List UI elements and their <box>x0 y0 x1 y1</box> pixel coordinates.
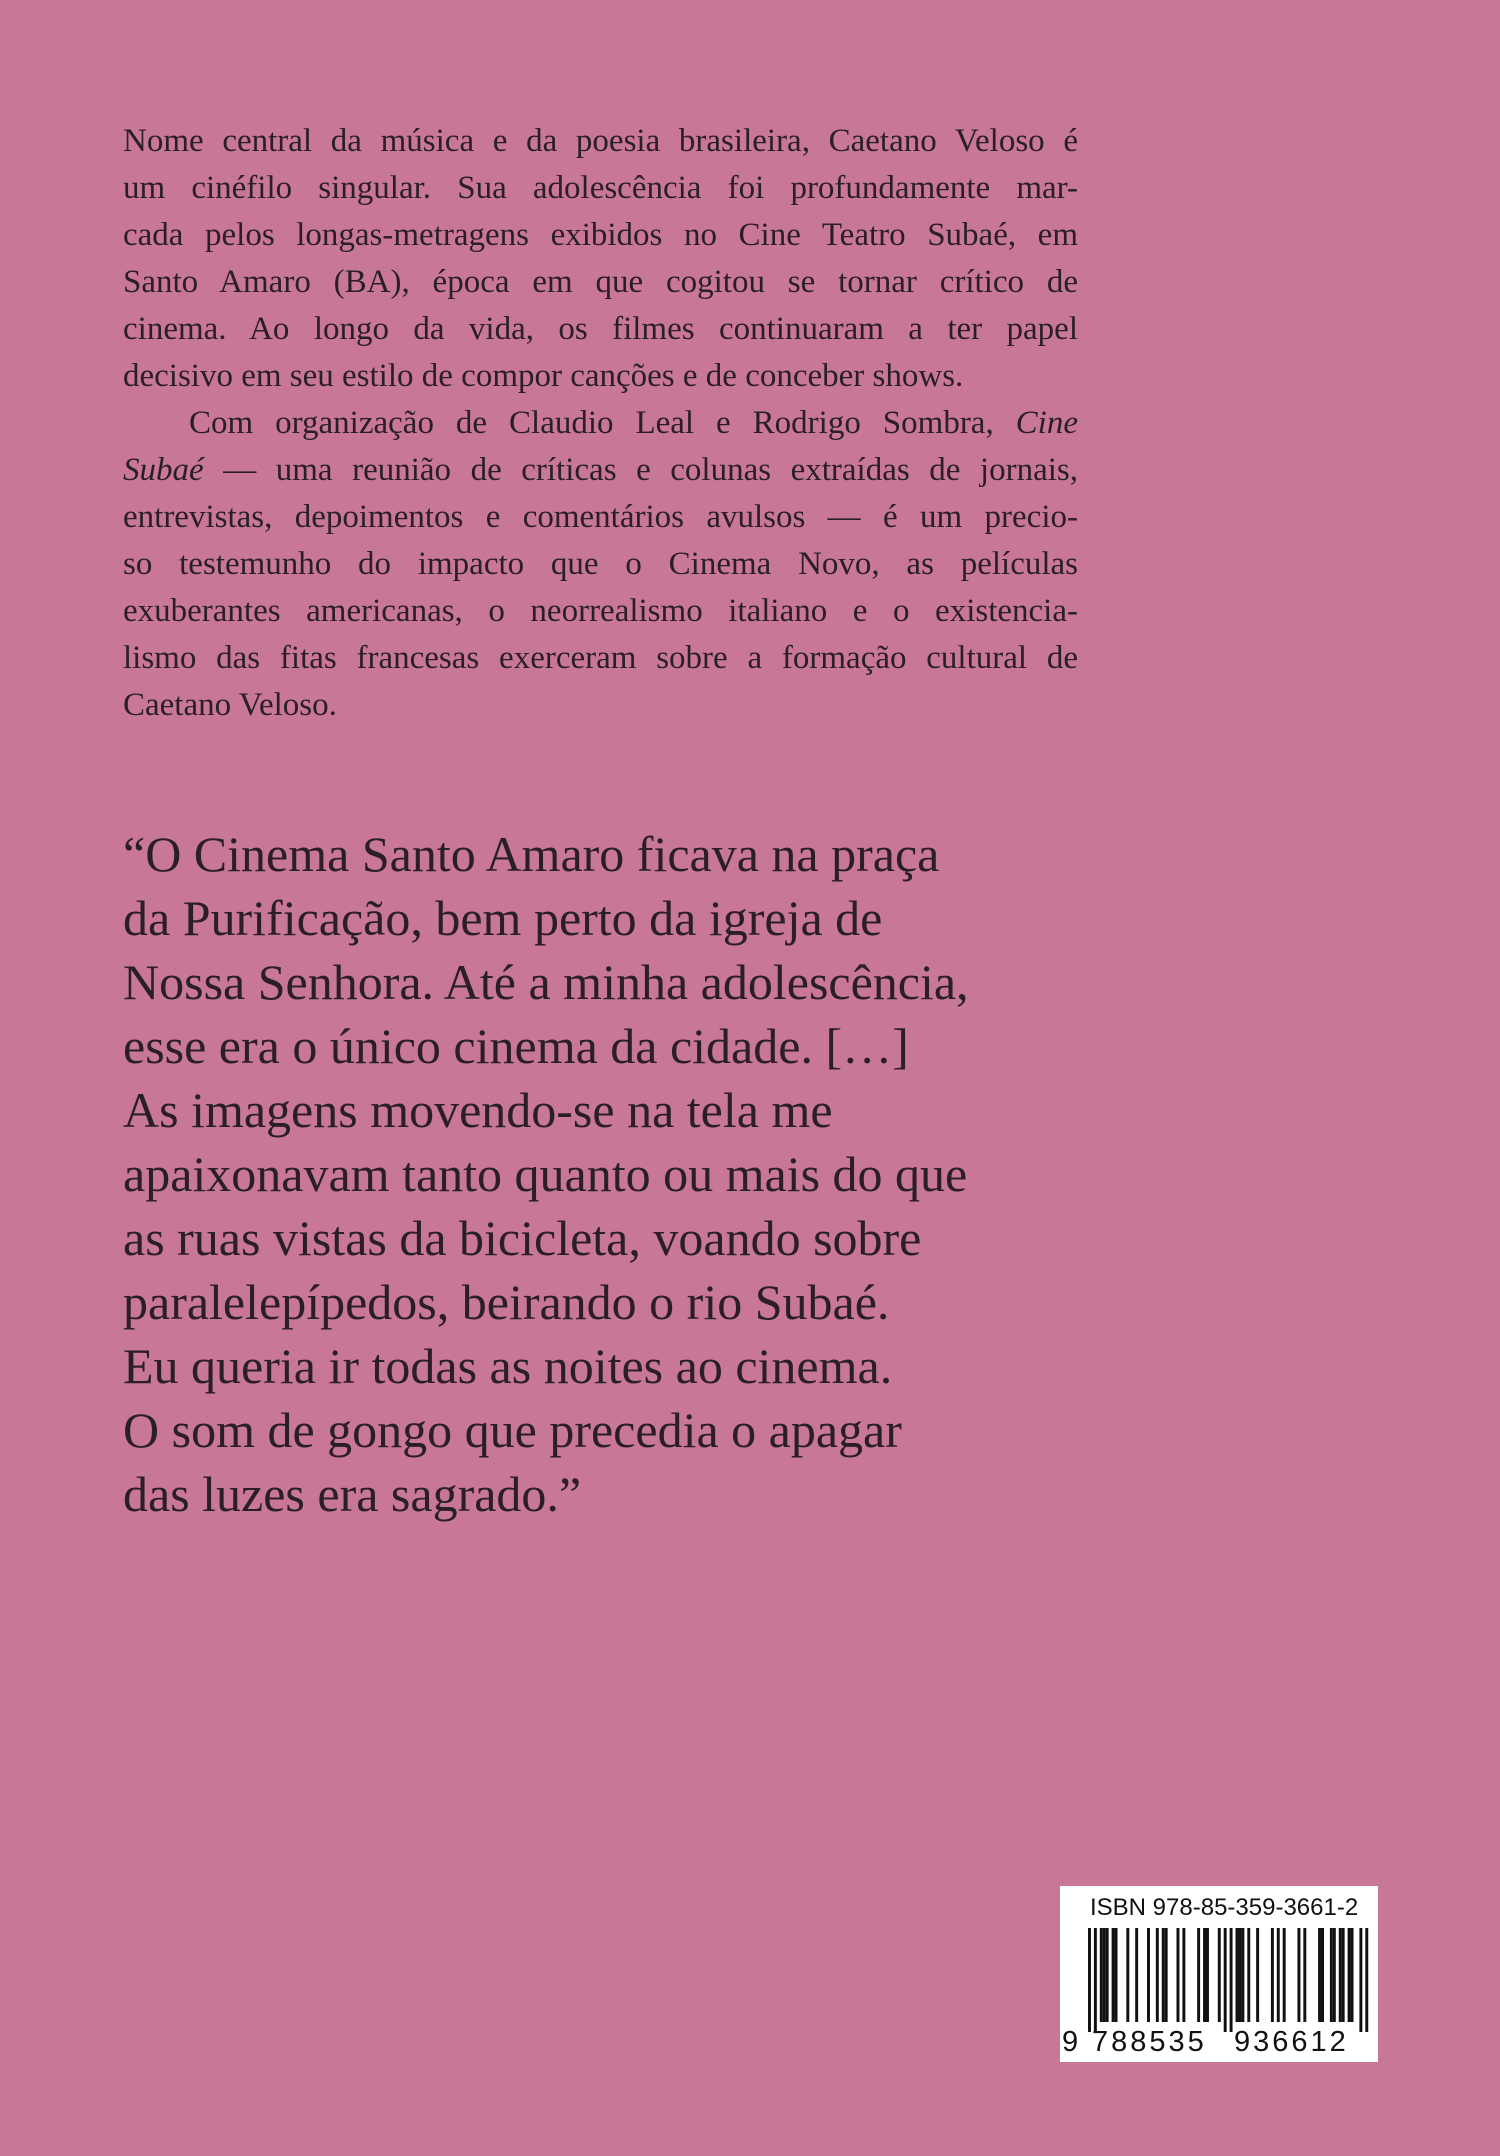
barcode-bars <box>1066 1928 1372 2032</box>
barcode-bar <box>1330 1928 1333 2022</box>
barcode-bar <box>1318 1928 1321 2022</box>
blurb-paragraph-1 <box>123 118 1078 400</box>
quote-line: O som de gongo que precedia o apagar <box>123 1402 902 1458</box>
blurb-text: Com organização de Claudio Leal e Rodrigo Sombra, <box>189 405 1016 441</box>
blurb-line: lismo das fitas francesas exerceram sobre a formação cultural de <box>123 640 1078 676</box>
barcode-bar <box>1088 1928 1091 2032</box>
pull-quote <box>123 822 1023 1526</box>
barcode-bar <box>1230 1928 1233 2032</box>
blurb-line: cinema. Ao longo da vida, os filmes continuaram a ter papel <box>123 311 1078 347</box>
blurb-text: — uma reunião de críticas e colunas extraídas de jornais, <box>203 452 1078 488</box>
barcode-bar <box>1238 1928 1241 2022</box>
barcode-bar <box>1277 1928 1280 2022</box>
barcode-bar <box>1351 1928 1354 2022</box>
barcode-bar <box>1112 1928 1115 2022</box>
blurb-line: exuberantes americanas, o neorrealismo italiano e o existencia- <box>123 593 1078 629</box>
barcode-bar <box>1147 1928 1150 2022</box>
barcode-bar <box>1236 1928 1239 2022</box>
barcode-bar <box>1206 1928 1209 2022</box>
barcode-bar <box>1103 1928 1106 2022</box>
ean-first-digit: 9 <box>1062 2026 1079 2058</box>
quote-line: Eu queria ir todas as noites ao cinema. <box>123 1338 893 1394</box>
barcode-bar <box>1197 1928 1200 2022</box>
barcode-bar <box>1100 1928 1103 2022</box>
barcode-bar <box>1224 1928 1227 2032</box>
blurb-line: Caetano Veloso. <box>123 687 337 723</box>
barcode-bar <box>1256 1928 1259 2022</box>
back-cover-blurb <box>123 118 1078 729</box>
barcode-bar <box>1283 1928 1286 2022</box>
blurb-line: Nome central da música e da poesia brasileira, Caetano Veloso é <box>123 123 1078 159</box>
barcode-bar <box>1342 1928 1345 2022</box>
barcode-bar <box>1271 1928 1274 2022</box>
blurb-line: Santo Amaro (BA), época em que cogitou se tornar crítico de <box>123 264 1078 300</box>
quote-line: as ruas vistas da bicicleta, voando sobre <box>123 1210 922 1266</box>
quote-line: das luzes era sagrado.” <box>123 1466 582 1522</box>
barcode-bar <box>1339 1928 1342 2022</box>
barcode-bar <box>1177 1928 1180 2022</box>
blurb-line: entrevistas, depoimentos e comentários avulsos — é um precio- <box>123 499 1078 535</box>
barcode-bar <box>1126 1928 1129 2022</box>
barcode-bar <box>1348 1928 1351 2022</box>
barcode-bar <box>1365 1928 1368 2032</box>
blurb-line: decisivo em seu estilo de compor canções e de conceber shows. <box>123 358 964 394</box>
barcode-bar <box>1135 1928 1138 2022</box>
isbn-barcode <box>1060 1886 1378 2062</box>
barcode-bar <box>1241 1928 1244 2022</box>
quote-line: paralelepípedos, beirando o rio Subaé. <box>123 1274 890 1330</box>
barcode-bar <box>1115 1928 1118 2022</box>
ean-right-group: 936612 <box>1234 2026 1349 2058</box>
barcode-bar <box>1094 1928 1097 2032</box>
barcode-bar <box>1359 1928 1362 2032</box>
book-title-italic: Subaé <box>123 452 204 488</box>
quote-line: apaixonavam tanto quanto ou mais do que <box>123 1146 968 1202</box>
isbn-label: ISBN 978-85-359-3661-2 <box>1090 1894 1359 1921</box>
barcode-bar <box>1303 1928 1306 2022</box>
quote-line: Nossa Senhora. Até a minha adolescência, <box>123 954 969 1010</box>
barcode-bar <box>1162 1928 1165 2022</box>
quote-line: “O Cinema Santo Amaro ficava na praça <box>123 826 940 882</box>
quote-line: As imagens movendo-se na tela me <box>123 1082 833 1138</box>
barcode-bar <box>1218 1928 1221 2022</box>
barcode-bar <box>1165 1928 1168 2022</box>
quote-line: da Purificação, bem perto da igreja de <box>123 890 883 946</box>
blurb-line <box>123 447 1078 494</box>
barcode-bar <box>1297 1928 1300 2022</box>
barcode-bar <box>1333 1928 1336 2022</box>
barcode-bar <box>1203 1928 1206 2022</box>
barcode-bar <box>1156 1928 1159 2022</box>
barcode-bar <box>1321 1928 1324 2022</box>
blurb-paragraph-2 <box>123 400 1078 729</box>
barcode-bar <box>1106 1928 1109 2022</box>
ean-left-group: 788535 <box>1092 2026 1207 2058</box>
blurb-line <box>123 400 1078 447</box>
barcode-bar <box>1182 1928 1185 2022</box>
quote-line: esse era o único cinema da cidade. […] <box>123 1018 909 1074</box>
blurb-line: cada pelos longas-metragens exibidos no Cine Teatro Subaé, em <box>123 217 1078 253</box>
blurb-line: so testemunho do impacto que o Cinema Novo, as películas <box>123 546 1078 582</box>
barcode-bar <box>1247 1928 1250 2022</box>
blurb-line: um cinéfilo singular. Sua adolescência foi profundamente mar- <box>123 170 1078 206</box>
book-title-italic: Cine <box>1015 405 1078 441</box>
